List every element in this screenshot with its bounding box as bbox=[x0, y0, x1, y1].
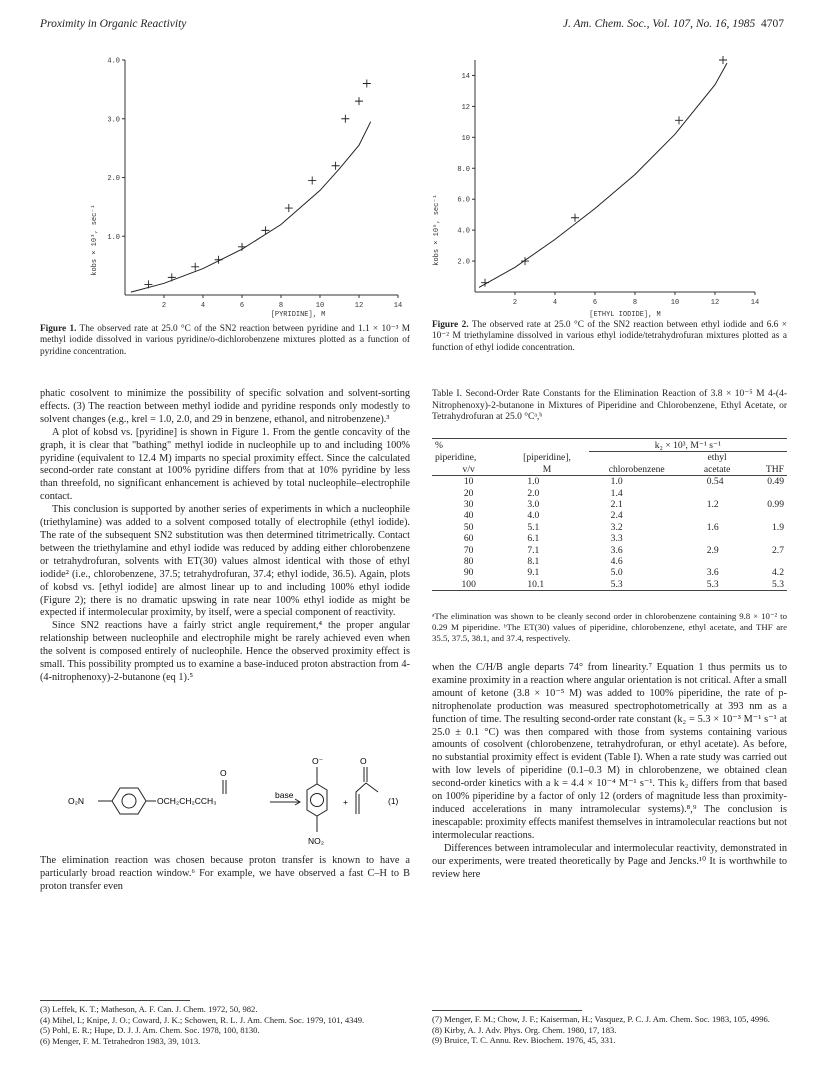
figure2-caption-label: Figure 2. bbox=[432, 320, 469, 330]
table-row bbox=[432, 567, 787, 578]
footnote: (9) Bruice, T. C. Annu. Rev. Biochem. 1976, 45, 331. bbox=[432, 1035, 616, 1046]
table-row bbox=[432, 533, 787, 544]
scheme-enone-o: O bbox=[360, 756, 367, 766]
x-tick-label: 8 bbox=[278, 302, 284, 310]
x-tick-label: 14 bbox=[750, 299, 760, 307]
x-tick-label: 6 bbox=[239, 302, 245, 310]
table-cell: 2.7 bbox=[772, 544, 784, 556]
table-cell: 5.3 bbox=[610, 578, 623, 590]
figure2-chart bbox=[433, 50, 780, 325]
table-cell: 90 bbox=[463, 567, 474, 579]
y-tick-label: 4.0 bbox=[457, 227, 470, 236]
paragraph: This conclusion is supported by another series of experiments in which a nucleophile (triethylamine) was added to a solvent composed totally of electrophile (ethyl iodide). The rate of the subsequent SN2 substitution was then determined titrimetrically. Contact between the triethylamine and ethyl iodide was reduced by adding either chlorobenzene or tetrahydrofuran, solvents with ET(30) values almost identical with those of ethyl iodide² (i.e., chlorobenzene, 37.5; tetrahydrofuran, 37.4; ethyl iodide, 36.5). Again, plots of kobsd vs. [ethyl iodide] are almost linear up to and including 100% ethyl iodide (Figure 2); there is no dramatic upswing in rate near 100% ethyl iodide as might be expected if intermolecular proximity, by itself, were a special component of reactivity. bbox=[40, 504, 410, 619]
data-point bbox=[285, 204, 293, 212]
y-tick-label: 2.0 bbox=[457, 258, 470, 267]
x-tick-label: 6 bbox=[592, 299, 598, 307]
table-cell: 1.2 bbox=[706, 499, 719, 511]
paragraph: The elimination reaction was chosen because proton transfer is known to have a particularly broad reaction window.⁶ For example, we have observed a fast C–H to B proton transfer even bbox=[40, 855, 410, 892]
table-cell: 40 bbox=[463, 510, 474, 522]
table-cell bbox=[685, 488, 750, 499]
table-cell: 0.54 bbox=[706, 476, 724, 488]
table-cell: 1.6 bbox=[706, 521, 719, 533]
footnote: (5) Pohl, E. R.; Hupe, D. J. J. Am. Chem. Soc. 1978, 100, 8130. bbox=[40, 1025, 260, 1036]
data-point bbox=[363, 80, 371, 88]
table-row bbox=[432, 488, 787, 499]
data-point bbox=[355, 97, 363, 105]
table-cell: 4.2 bbox=[772, 567, 784, 579]
running-header-left: Proximity in Organic Reactivity bbox=[40, 18, 187, 30]
figure2-xlabel: [ETHYL IODIDE], M bbox=[589, 311, 661, 319]
table-cell: 2.1 bbox=[610, 499, 623, 511]
table-cell bbox=[750, 533, 787, 544]
scheme-carbonyl-o: O bbox=[220, 768, 227, 778]
table-cell: 9.1 bbox=[527, 567, 540, 579]
table-row bbox=[432, 476, 787, 488]
table-cell bbox=[750, 556, 787, 567]
y-tick-label: 6.0 bbox=[457, 196, 470, 205]
table1 bbox=[432, 440, 787, 591]
figure1-caption-text: The observed rate at 25.0 °C of the SN2 reaction between pyridine and 1.1 × 10⁻³ M methyl iodide dissolved in various pyridine/o-dichlorobenzene mixtures plotted as a function of pyridine concentration. bbox=[40, 324, 410, 357]
paragraph: A plot of kobsd vs. [pyridine] is shown in Figure 1. From the gentle concavity of the graph, it is clear that "bathing" methyl iodide in nucleophile up to and including 100% pyridine (equivalent to 12.4 M) imparts no special proximity effect. Since the calculated second-order rate constant at 100% pyridine differs from that at 10% pyridine by less than threefold, no significant enhancement is achieved by total nucleophile–electrophile contact. bbox=[40, 426, 410, 503]
table-cell: 50 bbox=[463, 521, 474, 533]
table-cell: 80 bbox=[463, 556, 474, 568]
table-cell bbox=[750, 510, 787, 521]
x-tick-label: 4 bbox=[200, 302, 206, 310]
table-header-cell: [piperidine], bbox=[523, 451, 571, 463]
paragraph: phatic cosolvent to minimize the possibility of specific solvation and solvent-sorting effects. (3) The reaction between methyl iodide and pyridine responds only modestly to solvent changes (e.g., krel = 1.0, 2.0, and 29 in benzene, ethanol, and nitrobenzene).³ bbox=[40, 388, 410, 425]
right-footnotes bbox=[432, 1014, 787, 1046]
table-cell: 10 bbox=[463, 476, 474, 488]
table-cell bbox=[750, 488, 787, 499]
table-span-header: k₂ × 10³, M⁻¹ s⁻¹ bbox=[589, 440, 787, 452]
table-cell: 5.3 bbox=[706, 578, 719, 590]
table1-note: ᵃThe elimination was shown to be cleanly second order in chlorobenzene containing 9.8 × 10⁻² to 0.29 M piperidine. ᵇThe ET(30) values of piperidine, chlorobenzene, ethyl acetate, and THF are 35.5, 37.5, 38.1, and 37.4, respectively. bbox=[432, 611, 787, 643]
journal-citation: J. Am. Chem. Soc., Vol. 107, No. 16, 1985 bbox=[562, 18, 756, 30]
data-point bbox=[144, 280, 152, 288]
table-cell: 2.4 bbox=[610, 510, 623, 522]
table-row bbox=[432, 579, 787, 591]
table-header-cell: ethyl bbox=[707, 452, 727, 464]
left-footnotes bbox=[40, 1004, 410, 1046]
table-cell: 2.0 bbox=[527, 487, 540, 499]
figure1-xlabel: [PYRIDINE], M bbox=[270, 311, 326, 319]
table-cell: 3.3 bbox=[610, 533, 623, 545]
data-point bbox=[341, 115, 349, 123]
table-cell: 1.9 bbox=[772, 521, 784, 533]
page-number: 4707 bbox=[761, 18, 784, 30]
table-cell bbox=[685, 556, 750, 567]
y-tick-label: 14 bbox=[461, 72, 470, 81]
scheme-phenolate-o: O⁻ bbox=[312, 756, 324, 766]
table-row bbox=[432, 522, 787, 533]
x-tick-label: 10 bbox=[315, 302, 325, 310]
x-tick-label: 12 bbox=[354, 302, 364, 310]
table-row bbox=[432, 499, 787, 510]
scheme-eq-number: (1) bbox=[388, 796, 399, 806]
table-header-cell: acetate bbox=[703, 463, 731, 475]
x-tick-label: 2 bbox=[512, 299, 518, 307]
figure2-caption bbox=[432, 320, 787, 354]
table-header-cell: v/v bbox=[462, 463, 475, 475]
table-cell: 8.1 bbox=[527, 556, 540, 568]
left-column-text bbox=[40, 388, 410, 685]
scheme-chain: OCH₂CH₂CCH₃ bbox=[157, 796, 217, 806]
y-tick-label: 4.0 bbox=[107, 57, 120, 66]
data-point bbox=[719, 56, 727, 64]
footnote: (4) Mihel, I.; Knipe, J. O.; Coward, J. K.; Schowen, R. L. J. Am. Chem. Soc. 1979, 101, 4349. bbox=[40, 1014, 365, 1025]
y-tick-label: 10 bbox=[461, 134, 470, 143]
y-tick-label: 3.0 bbox=[107, 116, 120, 125]
y-tick-label: 12 bbox=[461, 103, 470, 112]
footnote-divider bbox=[40, 1000, 190, 1001]
table-cell: 60 bbox=[463, 533, 474, 545]
data-point bbox=[332, 162, 340, 170]
y-tick-label: 8.0 bbox=[457, 165, 470, 174]
fit-curve bbox=[131, 122, 371, 292]
table-header-cell: THF bbox=[765, 463, 784, 475]
y-tick-label: 2.0 bbox=[107, 175, 120, 183]
figure1-plot-area bbox=[107, 58, 402, 311]
footnote: (8) Kirby, A. J. Adv. Phys. Org. Chem. 1980, 17, 183. bbox=[432, 1024, 617, 1035]
table-cell: 3.6 bbox=[706, 567, 719, 579]
table-cell bbox=[685, 510, 750, 521]
table-row bbox=[432, 545, 787, 556]
table-cell: 6.1 bbox=[527, 533, 540, 545]
left-column-text-2 bbox=[40, 855, 410, 894]
table-cell: 10.1 bbox=[527, 578, 545, 590]
scheme-plus: + bbox=[343, 797, 348, 807]
x-tick-label: 12 bbox=[710, 299, 720, 307]
table-cell: 1.4 bbox=[610, 487, 623, 499]
reaction-scheme bbox=[60, 752, 410, 852]
table-cell: 70 bbox=[463, 544, 474, 556]
data-point bbox=[675, 116, 683, 124]
x-tick-label: 2 bbox=[161, 302, 167, 310]
x-tick-label: 8 bbox=[632, 299, 638, 307]
running-header-right bbox=[563, 18, 784, 30]
paragraph: Since SN2 reactions have a fairly strict angle requirement,⁴ the proper angular relationship between nucleophile and electrophile might be rarely achieved even when the solvent is composed entirely of nucleophile. Hence the observed proximity effect is small. This possibility prompted us to examine a base-induced proton abstraction from 4-(4-nitrophenoxy)-2-butanone (eq 1).⁵ bbox=[40, 620, 410, 683]
figure1-ylabel: kobs × 10³, sec⁻¹ bbox=[91, 204, 99, 276]
table-header-cell: % bbox=[435, 440, 443, 451]
table-cell: 2.9 bbox=[706, 544, 719, 556]
x-tick-label: 10 bbox=[670, 299, 680, 307]
scheme-base-label: base bbox=[275, 790, 294, 800]
table-cell: 20 bbox=[463, 487, 474, 499]
table-header-cell: piperidine, bbox=[435, 451, 477, 463]
table-cell: 4.6 bbox=[610, 556, 623, 568]
table-cell: 5.1 bbox=[527, 521, 540, 533]
y-tick-label: 1.0 bbox=[107, 233, 120, 242]
scheme-o2n: O₂N bbox=[68, 796, 85, 806]
table-row bbox=[432, 510, 787, 521]
table-cell: 0.99 bbox=[767, 499, 784, 511]
figure2-plot-area bbox=[457, 56, 759, 307]
table-cell: 0.49 bbox=[767, 476, 784, 488]
table-cell: 3.2 bbox=[610, 521, 623, 533]
figure2-ylabel: kobs × 10⁵, sec⁻¹ bbox=[433, 194, 441, 266]
table-cell: 3.6 bbox=[610, 544, 623, 556]
table-cell: 30 bbox=[463, 499, 474, 511]
figure2-caption-text: The observed rate at 25.0 °C of the SN2 reaction between ethyl iodide and 6.6 × 10⁻² M triethylamine dissolved in various ethyl iodide/tetrahydrofuran mixtures plotted as a function of ethyl iodide concentration. bbox=[432, 320, 788, 353]
table-cell bbox=[685, 533, 750, 544]
fit-curve bbox=[479, 63, 727, 287]
figure1-caption-label: Figure 1. bbox=[40, 324, 77, 334]
table-cell: 4.0 bbox=[527, 510, 540, 522]
footnote: (6) Menger, F. M. Tetrahedron 1983, 39, 1013. bbox=[40, 1035, 201, 1046]
scheme-no2: NO₂ bbox=[308, 836, 325, 846]
table1-title: Table I. Second-Order Rate Constants for the Elimination Reaction of 3.8 × 10⁻⁵ M 4-(4-Nitrophenoxy)-2-butanone in Mixtures of Piperidine and Chlorobenzene, Ethyl Acetate, or Tetrahydrofuran at 25.0 °Cᵃ,ᵇ bbox=[432, 389, 787, 422]
table-header-cell: M bbox=[542, 463, 552, 475]
right-column-text bbox=[432, 662, 787, 881]
data-point bbox=[191, 263, 199, 271]
figure1-caption bbox=[40, 324, 410, 358]
table-cell: 5.3 bbox=[772, 578, 784, 590]
table-cell: 3.0 bbox=[527, 499, 540, 511]
table-cell: 1.0 bbox=[527, 476, 540, 488]
paragraph: when the C/H/B angle departs 74° from linearity.⁷ Equation 1 thus permits us to examine proximity in a reaction where angular orientation is not critical. After a small amount of ketone (3.8 × 10⁻⁵ M) was added to 100% piperidine, the rate of p-nitrophenolate production was measured spectrophotometrically at 393 nm as a function of time. The resulting second-order rate constant (k₂ = 5.3 × 10⁻³ M⁻¹ s⁻¹ at 25.0 ± 0.1 °C) was then compared with those from systems containing various amounts of cosolvent (chlorobenzene, tetrahydrofuran, or ethyl acetate). As before, no substantial proximity effect is evident (Table I). When a rate study was carried out with low levels of piperidine (0.1–0.3 M) in chlorobenzene, we obtained clean second-order kinetics with a k = 4.4 × 10⁻⁴ M⁻¹ s⁻¹. This k₂ differs from that based on 100% piperidine by a factor of only 12 (orders of magnitude less than proximity-induced accelerations in many intramolecular systems).⁸,⁹ The conclusion is inescapable: proximity effects manifest themselves in intramolecular reactions but not intermolecular reactions. bbox=[432, 662, 787, 841]
figure1-chart bbox=[70, 50, 410, 325]
table-cell: 100 bbox=[461, 578, 476, 590]
table-header-cell: chlorobenzene bbox=[608, 463, 665, 475]
x-tick-label: 4 bbox=[552, 299, 558, 307]
table-rule-top bbox=[432, 438, 787, 439]
table-cell: 1.0 bbox=[610, 476, 623, 488]
data-point bbox=[238, 243, 246, 251]
table-cell: 5.0 bbox=[610, 567, 623, 579]
x-tick-label: 14 bbox=[393, 302, 403, 310]
footnote-divider bbox=[432, 1010, 582, 1011]
table-row bbox=[432, 556, 787, 567]
paragraph: Differences between intramolecular and intermolecular reactivity, demonstrated in our experiments, were treated theoretically by Page and Jencks.¹⁰ It is worthwhile to review here bbox=[432, 842, 787, 880]
footnote: (3) Leffek, K. T.; Matheson, A. F. Can. J. Chem. 1972, 50, 982. bbox=[40, 1004, 258, 1014]
table-cell: 7.1 bbox=[527, 544, 540, 556]
data-point bbox=[308, 176, 316, 184]
benzene-ring-icon bbox=[112, 788, 146, 814]
data-point bbox=[168, 273, 176, 281]
data-point bbox=[571, 214, 579, 222]
footnote: (7) Menger, F. M.; Chow, J. F.; Kaiserman, H.; Vasquez, P. C. J. Am. Chem. Soc. 1983, 105, 4996. bbox=[432, 1014, 770, 1024]
